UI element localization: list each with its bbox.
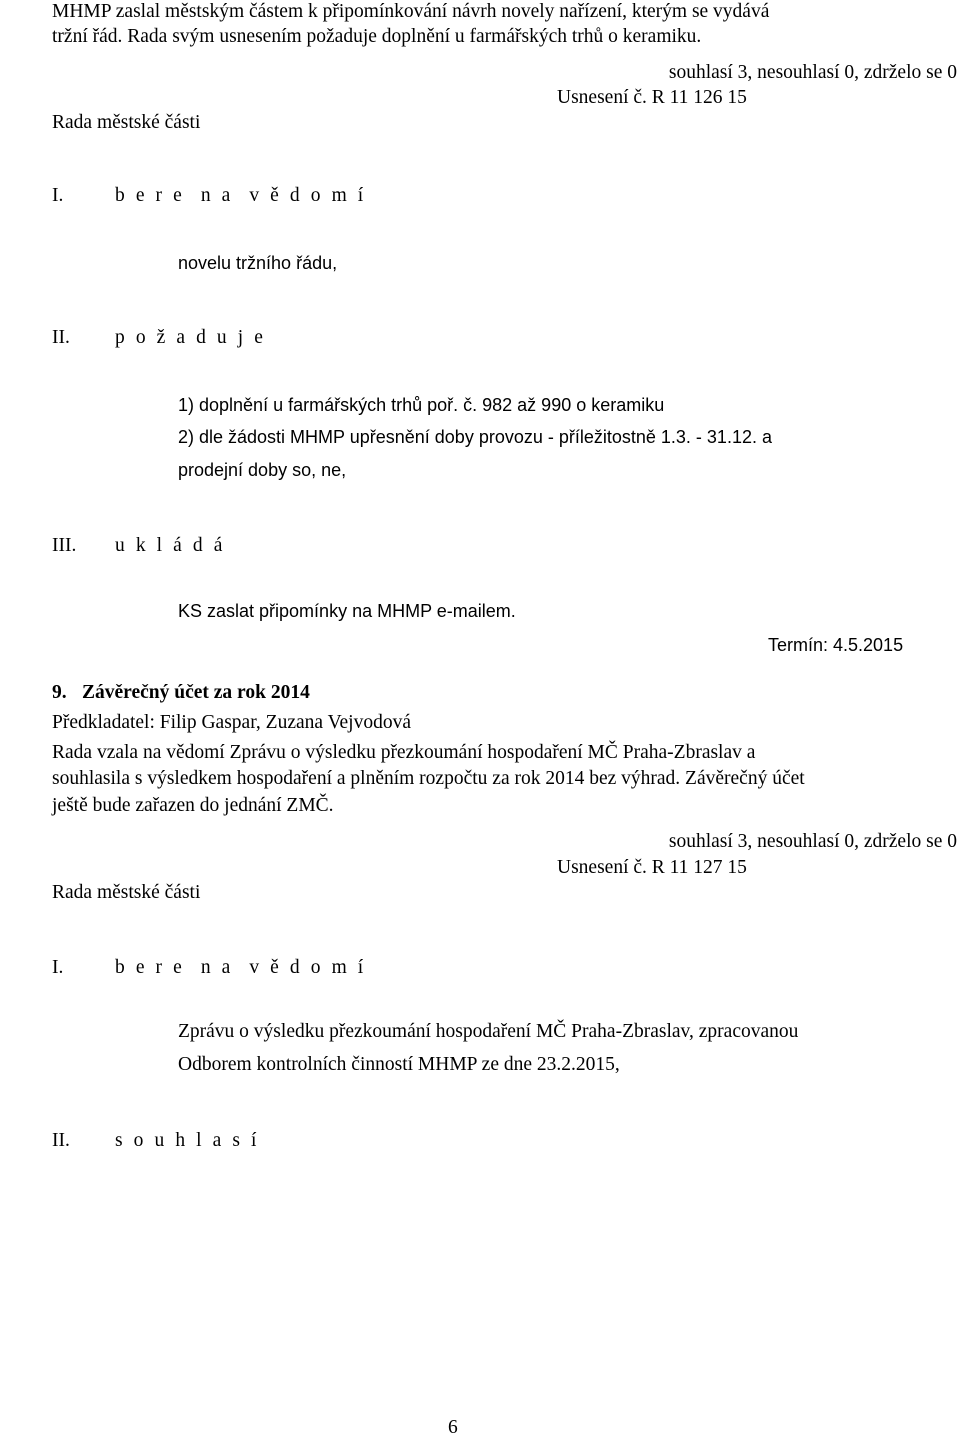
council-label: Rada městské části (52, 882, 201, 903)
point-text: novelu tržního řádu, (178, 253, 338, 273)
point-text: 1) doplnění u farmářských trhů poř. č. 982 až 990 o keramiku (178, 395, 665, 415)
resolution-number: Usnesení č. R 11 127 15 (557, 857, 747, 878)
council-label: Rada městské části (52, 112, 201, 133)
point-verb: b e r e n a v ě d o m í (115, 185, 367, 206)
point-text: prodejní doby so, ne, (178, 460, 347, 480)
agenda-item-number: 9. (52, 682, 67, 703)
item-text-line: ještě bude zařazen do jednání ZMČ. (52, 795, 334, 816)
submitters: Předkladatel: Filip Gaspar, Zuzana Vejvodová (52, 712, 411, 733)
intro-line-2: tržní řád. Rada svým usnesením požaduje doplnění u farmářských trhů o keramiku. (52, 26, 702, 47)
point-numeral: I. (52, 185, 64, 206)
point-numeral: III. (52, 535, 77, 556)
point-numeral: II. (52, 327, 70, 348)
point-text: Odborem kontrolních činností MHMP ze dne 23.2.2015, (178, 1054, 620, 1075)
vote-result: souhlasí 3, nesouhlasí 0, zdrželo se 0 (668, 62, 957, 83)
item-text-line: souhlasila s výsledkem hospodaření a plněním rozpočtu za rok 2014 bez výhrad. Závěrečný účet (52, 768, 805, 789)
point-numeral: II. (52, 1130, 70, 1151)
point-text: KS zaslat připomínky na MHMP e-mailem. (178, 601, 516, 621)
point-verb: p o ž a d u j e (115, 327, 267, 348)
agenda-item-title: Závěrečný účet za rok 2014 (82, 682, 310, 703)
vote-result: souhlasí 3, nesouhlasí 0, zdrželo se 0 (668, 831, 957, 852)
deadline: Termín: 4.5.2015 (768, 635, 904, 655)
point-text: 2) dle žádosti MHMP upřesnění doby provozu - příležitostně 1.3. - 31.12. a (178, 427, 772, 447)
point-verb: s o u h l a s í (115, 1130, 260, 1151)
page-number: 6 (448, 1417, 458, 1438)
resolution-number: Usnesení č. R 11 126 15 (557, 87, 747, 108)
point-verb: u k l á d á (115, 535, 226, 556)
point-numeral: I. (52, 957, 64, 978)
item-text-line: Rada vzala na vědomí Zprávu o výsledku přezkoumání hospodaření MČ Praha-Zbraslav a (52, 742, 756, 763)
intro-line-1: MHMP zaslal městským částem k připomínkování návrh novely nařízení, kterým se vydává (52, 1, 770, 22)
point-verb: b e r e n a v ě d o m í (115, 957, 367, 978)
point-text: Zprávu o výsledku přezkoumání hospodaření MČ Praha-Zbraslav, zpracovanou (178, 1021, 799, 1042)
